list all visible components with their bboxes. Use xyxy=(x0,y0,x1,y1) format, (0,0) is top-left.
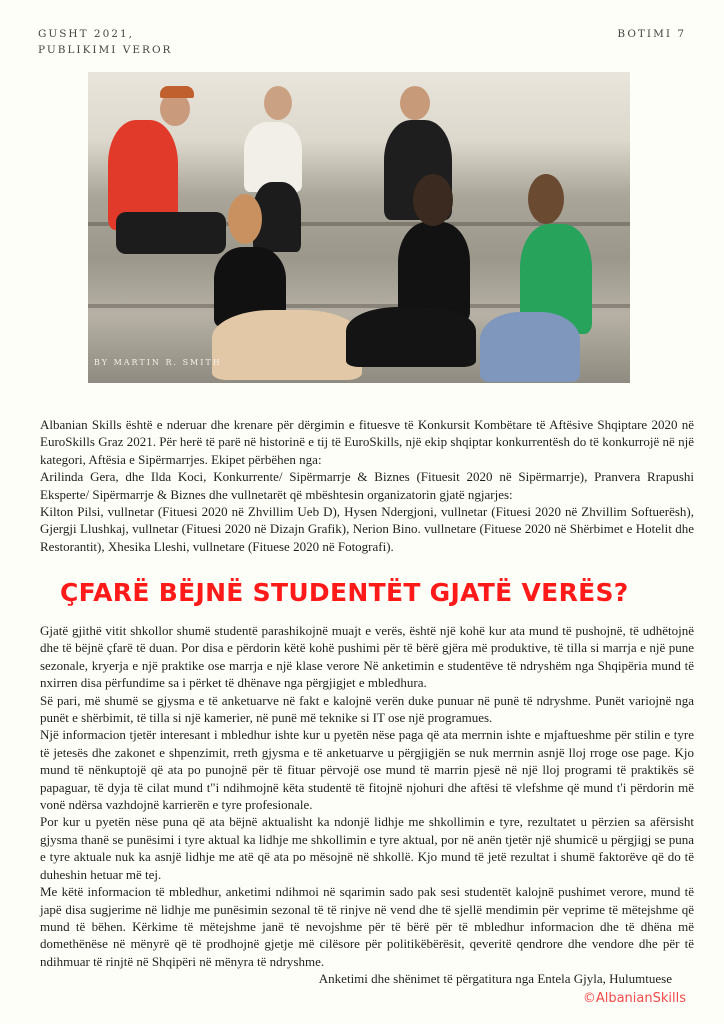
intro-paragraph: Kilton Pilsi, vullnetar (Fituesi 2020 në Zhvillim Ueb D), Hysen Ndergjoni, vullnetar (Fituesi 2020 në Zhvillim Softuerësh), Gjergji Llushkaj, vullnetar (Fituesi 2020 në Dizajn Grafik), Nerion Bino. vullnetare (Fituese 2020 në Shërbimet e Hotelit dhe Restorantit), Xhesika Lleshi, vullnetare (Fituese 2020 në Fotografi). xyxy=(40,504,694,554)
intro-paragraph: Arilinda Gera, dhe Ilda Koci, Konkurrente/ Sipërmarrje & Biznes (Fituesit 2020 në Sipërmarrje), Pranvera Rrapushi Eksperte/ Sipërmarrje & Biznes dhe vullnetarët që mbështesin organizatorin gjatë ngjarjes: xyxy=(40,469,694,502)
publication-name: PUBLIKIMI VEROR xyxy=(38,44,173,56)
intro-text xyxy=(40,416,694,555)
article-paragraph: Së pari, më shumë se gjysma e të anketuarve në fakt e kalojnë verën duke punuar në punë të ndryshme. Punët variojnë nga punët e shërbimit, të tilla si një kamerier, në punë më teknike si IT ose një programues. xyxy=(40,692,694,726)
section-title: ÇFARË BËJNË STUDENTËT GJATË VERËS? xyxy=(60,578,629,607)
copyright-notice: ©AlbanianSkills xyxy=(582,991,686,1006)
article-paragraph: Me këtë informacion të mbledhur, anketimi ndihmoi në sqarimin sado pak sesi studentët kalojnë pushimet verore, mund të japë disa sugjerime në lidhje me punësimin sezonal të të rinjve në vend dhe të sjellë mendimin për veprime të mëtejshme që mund të bëhen. Kërkime të mëtejshme janë të nevojshme për të bërë për të mbledhur informacion dhe të dhëna më domethënëse në mënyrë që të prodhojnë gjetje më cilësore për politikëbërësit, qeveritë qendrore dhe vendore dhe për të ndihmuar të rinjtë në Shqipëri në mënyra të ndryshme. xyxy=(40,884,694,969)
article-text xyxy=(40,622,694,988)
group-photo xyxy=(88,72,630,383)
author-signature: Anketimi dhe shënimet të përgatitura nga Entela Gjyla, Hulumtuese xyxy=(318,971,672,987)
issue-date: GUSHT 2021, xyxy=(38,28,134,40)
intro-paragraph: Albanian Skills është e nderuar dhe krenare për dërgimin e fituesve të Konkursit Kombëtare të Aftësive Shqiptare 2020 në EuroSkills Graz 2021. Për herë të parë në historinë e tij të EuroSkills, një ekip shqiptar konkurrentësh do të konkurrojë në një kategori, Aftësia e Sipërmarrjes. Ekipet përbëhen nga: xyxy=(40,417,694,467)
article-paragraph: Një informacion tjetër interesant i mbledhur ishte kur u pyetën nëse paga që ata merrnin ishte e mjaftueshme për stilin e tyre të jetesës dhe zakonet e shpenzimit, rreth gjysma e të anketuarve u përgjigjën se nuk merrnin asnjë lloj rroge ose page. Kjo mund të nënkuptojë që ata po punojnë për të fituar përvojë ose mund të marrin pjesë në një lloj programi të praktikës së papaguar, të dyja të cilat mund t"i ndihmojnë këta studentë të fitojnë njohuri dhe aftësi të vlefshme që mund t'i përdorin më vonë ndërsa vazhdojnë karrierën e tyre profesionale. xyxy=(40,727,694,813)
edition-number: BOTIMI 7 xyxy=(617,28,686,40)
article-paragraph: Por kur u pyetën nëse puna që ata bëjnë aktualisht ka ndonjë lidhje me shkollimin e tyre, rezultatet u përzien sa afërsisht gjysma thanë se punësimi i tyre aktual ka lidhje me shkollimin e tyre aktual, por në anën tjetër një shumicë u përgjigj se puna e tyre aktuale nuk ka asnjë lidhje me atë që ata po mësojnë në shkollë. Kjo mund të jetë rezultat i shumë faktorëve që do të duheshin hetuar më tej. xyxy=(40,814,694,882)
photo-credit: BY MARTIN R. SMITH xyxy=(94,358,222,367)
issue-header xyxy=(38,26,172,58)
article-paragraph: Gjatë gjithë vitit shkollor shumë studentë parashikojnë muajt e verës, është një kohë kur ata mund të pushojnë, të udhëtojnë dhe të bëjnë çfarë të duan. Por disa e përdorin këtë kohë pushimi për të bërë gjëra më produktive, të tilla si marrja e një pune sezonale, kryerja e një praktike ose marrja e një klase verore Në anketimin e studentëve të ndryshëm nga Shqipëria mund të nxirren disa përfundime sa i përket të dhënave nga përgjigjet e mbledhura. xyxy=(40,623,694,691)
